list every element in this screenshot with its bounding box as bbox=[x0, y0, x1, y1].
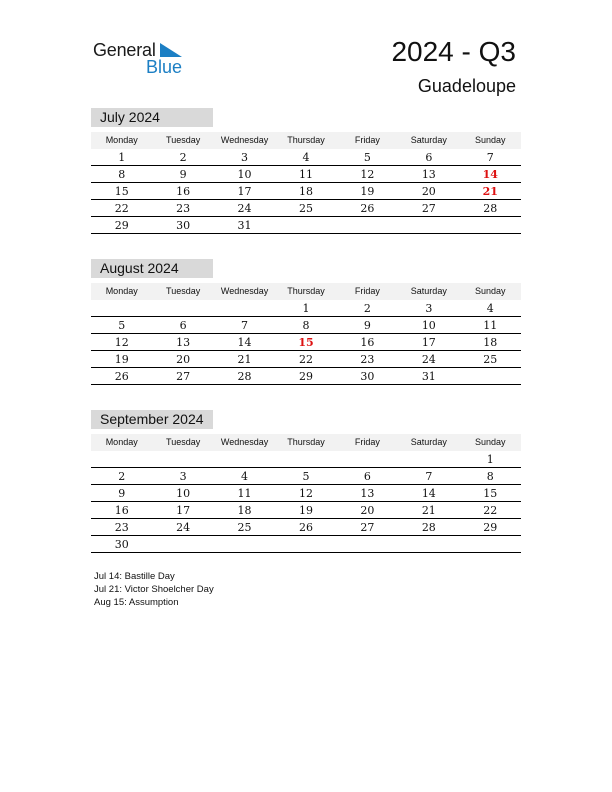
day-cell: 24 bbox=[176, 521, 191, 534]
day-cell bbox=[337, 536, 398, 552]
day-cell: 23 bbox=[176, 202, 191, 215]
day-cell: 7 bbox=[241, 319, 249, 332]
day-cell: 2 bbox=[118, 470, 126, 483]
day-cell: 17 bbox=[421, 336, 436, 349]
day-cell: 3 bbox=[241, 151, 249, 164]
weekday-label: Wednesday bbox=[220, 437, 269, 447]
day-cell bbox=[275, 451, 336, 467]
weekday-label: Wednesday bbox=[220, 286, 269, 296]
day-cell: 26 bbox=[298, 521, 313, 534]
day-cell: 22 bbox=[114, 202, 129, 215]
day-cell: 14 bbox=[482, 168, 498, 181]
day-cell bbox=[214, 536, 275, 552]
day-cell: 24 bbox=[237, 202, 252, 215]
month-grid bbox=[91, 451, 521, 553]
week-row bbox=[91, 468, 521, 485]
day-cell: 6 bbox=[425, 151, 433, 164]
holiday-note: Jul 21: Victor Shoelcher Day bbox=[94, 584, 214, 595]
day-cell bbox=[460, 368, 521, 384]
weekday-label: Saturday bbox=[410, 286, 447, 296]
day-cell bbox=[214, 300, 275, 316]
day-cell: 20 bbox=[421, 185, 436, 198]
day-cell: 10 bbox=[176, 487, 191, 500]
week-row bbox=[91, 451, 521, 468]
day-cell bbox=[275, 217, 336, 233]
day-cell: 4 bbox=[241, 470, 249, 483]
holiday-note: Aug 15: Assumption bbox=[94, 597, 179, 608]
day-cell: 28 bbox=[237, 370, 252, 383]
month-title: September 2024 bbox=[91, 410, 213, 429]
week-row bbox=[91, 519, 521, 536]
week-row bbox=[91, 351, 521, 368]
weekday-label: Thursday bbox=[287, 286, 325, 296]
day-cell bbox=[398, 536, 459, 552]
day-cell: 4 bbox=[486, 302, 494, 315]
day-cell: 8 bbox=[486, 470, 494, 483]
day-cell: 13 bbox=[421, 168, 436, 181]
day-cell: 20 bbox=[360, 504, 375, 517]
day-cell: 15 bbox=[114, 185, 129, 198]
day-cell bbox=[152, 300, 213, 316]
day-cell: 16 bbox=[114, 504, 129, 517]
weekday-label: Friday bbox=[354, 437, 380, 447]
weekday-label: Wednesday bbox=[220, 135, 269, 145]
week-row bbox=[91, 317, 521, 334]
day-cell: 2 bbox=[179, 151, 187, 164]
day-cell: 12 bbox=[298, 487, 313, 500]
day-cell: 25 bbox=[237, 521, 252, 534]
day-cell: 26 bbox=[360, 202, 375, 215]
day-cell bbox=[398, 217, 459, 233]
day-cell: 17 bbox=[237, 185, 252, 198]
day-cell: 18 bbox=[237, 504, 252, 517]
weekday-label: Friday bbox=[354, 135, 380, 145]
day-cell: 13 bbox=[360, 487, 375, 500]
weekday-label: Monday bbox=[105, 135, 138, 145]
holiday-note: Jul 14: Bastille Day bbox=[94, 571, 175, 582]
day-cell: 30 bbox=[360, 370, 375, 383]
day-cell: 21 bbox=[482, 185, 498, 198]
day-cell: 14 bbox=[237, 336, 252, 349]
day-cell: 18 bbox=[483, 336, 498, 349]
day-cell: 1 bbox=[118, 151, 126, 164]
day-cell: 5 bbox=[363, 151, 371, 164]
day-cell bbox=[91, 300, 152, 316]
day-cell: 12 bbox=[114, 336, 129, 349]
day-cell bbox=[152, 451, 213, 467]
day-cell: 28 bbox=[483, 202, 498, 215]
week-row bbox=[91, 485, 521, 502]
day-cell: 23 bbox=[114, 521, 129, 534]
day-cell: 22 bbox=[483, 504, 498, 517]
weekday-label: Saturday bbox=[410, 135, 447, 145]
month-title: August 2024 bbox=[91, 259, 213, 278]
weekday-label: Tuesday bbox=[166, 437, 201, 447]
page-title: 2024 - Q3 bbox=[391, 36, 516, 67]
day-cell: 9 bbox=[179, 168, 187, 181]
day-cell: 17 bbox=[176, 504, 191, 517]
weekday-label: Saturday bbox=[410, 437, 447, 447]
day-cell: 30 bbox=[114, 538, 129, 551]
week-row bbox=[91, 334, 521, 351]
day-cell bbox=[337, 451, 398, 467]
day-cell: 24 bbox=[421, 353, 436, 366]
day-cell: 12 bbox=[360, 168, 375, 181]
week-row bbox=[91, 166, 521, 183]
day-cell: 8 bbox=[118, 168, 126, 181]
day-cell: 6 bbox=[179, 319, 187, 332]
day-cell: 29 bbox=[483, 521, 498, 534]
day-cell: 27 bbox=[176, 370, 191, 383]
day-cell: 4 bbox=[302, 151, 310, 164]
day-cell: 21 bbox=[237, 353, 252, 366]
day-cell: 16 bbox=[176, 185, 191, 198]
day-cell: 27 bbox=[360, 521, 375, 534]
logo-text-general: General bbox=[93, 40, 156, 60]
day-cell: 29 bbox=[298, 370, 313, 383]
day-cell bbox=[214, 451, 275, 467]
weekday-header bbox=[91, 283, 521, 300]
week-row bbox=[91, 200, 521, 217]
day-cell: 1 bbox=[486, 453, 494, 466]
day-cell: 2 bbox=[363, 302, 371, 315]
day-cell: 19 bbox=[298, 504, 313, 517]
day-cell: 30 bbox=[176, 219, 191, 232]
day-cell: 25 bbox=[483, 353, 498, 366]
weekday-label: Monday bbox=[105, 437, 138, 447]
day-cell: 7 bbox=[425, 470, 433, 483]
month-title: July 2024 bbox=[91, 108, 213, 127]
day-cell bbox=[275, 536, 336, 552]
day-cell: 20 bbox=[176, 353, 191, 366]
day-cell bbox=[460, 217, 521, 233]
day-cell: 29 bbox=[114, 219, 129, 232]
day-cell: 3 bbox=[425, 302, 433, 315]
weekday-label: Sunday bbox=[474, 437, 506, 447]
day-cell: 28 bbox=[421, 521, 436, 534]
day-cell bbox=[398, 451, 459, 467]
day-cell: 18 bbox=[298, 185, 313, 198]
day-cell: 11 bbox=[237, 487, 252, 500]
week-row bbox=[91, 217, 521, 234]
day-cell: 11 bbox=[298, 168, 313, 181]
region-name: Guadeloupe bbox=[417, 76, 516, 96]
day-cell: 21 bbox=[421, 504, 436, 517]
weekday-label: Sunday bbox=[474, 135, 506, 145]
day-cell bbox=[460, 536, 521, 552]
day-cell: 3 bbox=[179, 470, 187, 483]
week-row bbox=[91, 300, 521, 317]
day-cell: 5 bbox=[118, 319, 126, 332]
day-cell: 5 bbox=[302, 470, 310, 483]
holiday-notes bbox=[94, 570, 214, 609]
day-cell: 26 bbox=[114, 370, 129, 383]
month-grid bbox=[91, 149, 521, 234]
month-july bbox=[91, 108, 521, 234]
day-cell: 25 bbox=[298, 202, 313, 215]
day-cell bbox=[337, 217, 398, 233]
weekday-label: Tuesday bbox=[166, 135, 201, 145]
day-cell: 31 bbox=[421, 370, 436, 383]
day-cell: 10 bbox=[237, 168, 252, 181]
day-cell: 19 bbox=[114, 353, 129, 366]
generalblue-logo bbox=[93, 40, 193, 80]
day-cell: 13 bbox=[176, 336, 191, 349]
day-cell: 27 bbox=[421, 202, 436, 215]
day-cell: 6 bbox=[363, 470, 371, 483]
day-cell: 10 bbox=[421, 319, 436, 332]
weekday-header bbox=[91, 434, 521, 451]
day-cell: 15 bbox=[483, 487, 498, 500]
day-cell: 8 bbox=[302, 319, 310, 332]
day-cell: 31 bbox=[237, 219, 252, 232]
day-cell: 9 bbox=[118, 487, 126, 500]
week-row bbox=[91, 536, 521, 553]
day-cell: 11 bbox=[483, 319, 498, 332]
day-cell: 23 bbox=[360, 353, 375, 366]
weekday-label: Tuesday bbox=[166, 286, 201, 296]
day-cell: 7 bbox=[486, 151, 494, 164]
day-cell bbox=[152, 536, 213, 552]
weekday-header bbox=[91, 132, 521, 149]
day-cell: 22 bbox=[298, 353, 313, 366]
day-cell: 1 bbox=[302, 302, 310, 315]
week-row bbox=[91, 183, 521, 200]
day-cell: 15 bbox=[298, 336, 314, 349]
month-september bbox=[91, 410, 521, 553]
weekday-label: Sunday bbox=[474, 286, 506, 296]
weekday-label: Monday bbox=[105, 286, 138, 296]
day-cell: 9 bbox=[363, 319, 371, 332]
week-row bbox=[91, 149, 521, 166]
month-august bbox=[91, 259, 521, 385]
month-grid bbox=[91, 300, 521, 385]
week-row bbox=[91, 368, 521, 385]
day-cell: 16 bbox=[360, 336, 375, 349]
day-cell: 19 bbox=[360, 185, 375, 198]
logo-text-blue: Blue bbox=[146, 57, 183, 77]
weekday-label: Friday bbox=[354, 286, 380, 296]
day-cell bbox=[91, 451, 152, 467]
week-row bbox=[91, 502, 521, 519]
weekday-label: Thursday bbox=[287, 135, 325, 145]
weekday-label: Thursday bbox=[287, 437, 325, 447]
day-cell: 14 bbox=[421, 487, 436, 500]
